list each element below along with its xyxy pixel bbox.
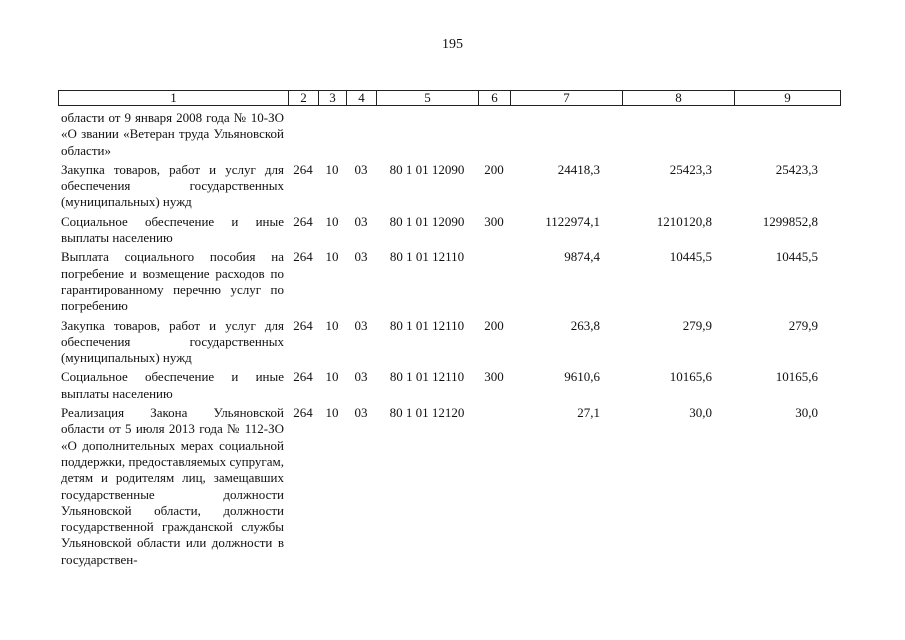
cell-col3: 10: [325, 213, 339, 229]
table-row: [58, 110, 840, 162]
cell-col2: 264: [293, 317, 313, 333]
cell-col6: [478, 110, 510, 162]
row-description: Социальное обеспечение и иные выплаты населению: [61, 213, 284, 246]
cell-col7: [510, 110, 622, 162]
row-description: Реализация Закона Ульяновской области от 5 июля 2013 года № 112-ЗО «О дополнительных мерах социальной поддержки, предоставляемых супругам, детям и родителям лиц, замещавших государственные должности Ульяновской области, должности государственной гражданской службы Ульяновской области или должности в государствен-: [61, 405, 284, 567]
row-description: Закупка товаров, работ и услуг для обеспечения государственных (муниципальных) нужд: [61, 317, 284, 366]
column-header: 6: [479, 91, 511, 106]
column-header-table: [58, 90, 841, 106]
cell-col2: 264: [293, 213, 313, 229]
cell-col9: 10445,5: [775, 249, 818, 265]
column-header-row: [59, 91, 841, 106]
cell-col2: [288, 110, 318, 162]
cell-col8: [622, 110, 734, 162]
table-row: [58, 214, 840, 250]
cell-col3: 10: [325, 405, 339, 421]
cell-col7: 24418,3: [557, 161, 600, 177]
cell-col3: 10: [325, 369, 339, 385]
cell-col4: 03: [354, 249, 368, 265]
cell-col3: 10: [325, 161, 339, 177]
cell-col5: [376, 110, 478, 162]
cell-col5: 80 1 01 12110: [389, 317, 465, 333]
table-row: [58, 405, 840, 568]
cell-col7: 1122974,1: [545, 213, 600, 229]
cell-col2: 264: [293, 161, 313, 177]
cell-col5: 80 1 01 12090: [389, 213, 465, 229]
cell-col3: [318, 110, 346, 162]
cell-col8: 25423,3: [669, 161, 712, 177]
cell-col8: 30,0: [689, 405, 712, 421]
column-header: 2: [289, 91, 319, 106]
cell-col5: 80 1 01 12120: [389, 405, 465, 421]
cell-col6: [478, 249, 510, 317]
cell-col2: 264: [293, 249, 313, 265]
cell-col8: 10445,5: [669, 249, 712, 265]
column-header: 3: [319, 91, 347, 106]
column-header: 7: [511, 91, 623, 106]
cell-col7: 263,8: [570, 317, 600, 333]
cell-col4: 03: [354, 405, 368, 421]
table-row: [58, 318, 840, 370]
cell-col3: 10: [325, 317, 339, 333]
column-header: 1: [59, 91, 289, 106]
cell-col4: 03: [354, 213, 368, 229]
cell-col6: 300: [484, 213, 504, 229]
cell-col6: 300: [484, 369, 504, 385]
cell-col7: 9874,4: [564, 249, 600, 265]
cell-col5: 80 1 01 12110: [389, 249, 465, 265]
cell-col9: [734, 110, 840, 162]
cell-col6: 200: [484, 161, 504, 177]
page-number: 195: [442, 37, 463, 52]
cell-col9: 1299852,8: [762, 213, 818, 229]
cell-col9: 10165,6: [775, 369, 818, 385]
row-description: области от 9 января 2008 года № 10-ЗО «О звании «Ветеран труда Ульяновской области»: [61, 110, 284, 158]
cell-col6: 200: [484, 317, 504, 333]
cell-col5: 80 1 01 12090: [389, 161, 465, 177]
cell-col2: 264: [293, 405, 313, 421]
cell-col8: 279,9: [682, 317, 712, 333]
cell-col5: 80 1 01 12110: [389, 369, 465, 385]
cell-col6: [478, 405, 510, 568]
cell-col2: 264: [293, 369, 313, 385]
cell-col4: 03: [354, 369, 368, 385]
budget-table: [58, 110, 840, 568]
row-description: Выплата социального пособия на погребение и возмещение расходов по гарантированному перечню услуг по погребению: [61, 249, 284, 314]
cell-col9: 279,9: [788, 317, 818, 333]
table-row: [58, 369, 840, 405]
table-row: [58, 249, 840, 317]
column-header: 9: [735, 91, 841, 106]
row-description: Социальное обеспечение и иные выплаты населению: [61, 369, 284, 401]
cell-col9: 30,0: [795, 405, 818, 421]
cell-col3: 10: [325, 249, 339, 265]
cell-col4: 03: [354, 161, 368, 177]
cell-col9: 25423,3: [775, 161, 818, 177]
cell-col7: 9610,6: [564, 369, 600, 385]
column-header: 5: [377, 91, 479, 106]
cell-col8: 1210120,8: [656, 213, 712, 229]
cell-col4: [346, 110, 376, 162]
row-description: Закупка товаров, работ и услуг для обеспечения государственных (муниципальных) нужд: [61, 161, 284, 210]
table-row: [58, 162, 840, 214]
cell-col4: 03: [354, 317, 368, 333]
column-header: 8: [623, 91, 735, 106]
cell-col7: 27,1: [577, 405, 600, 421]
cell-col8: 10165,6: [669, 369, 712, 385]
column-header: 4: [347, 91, 377, 106]
